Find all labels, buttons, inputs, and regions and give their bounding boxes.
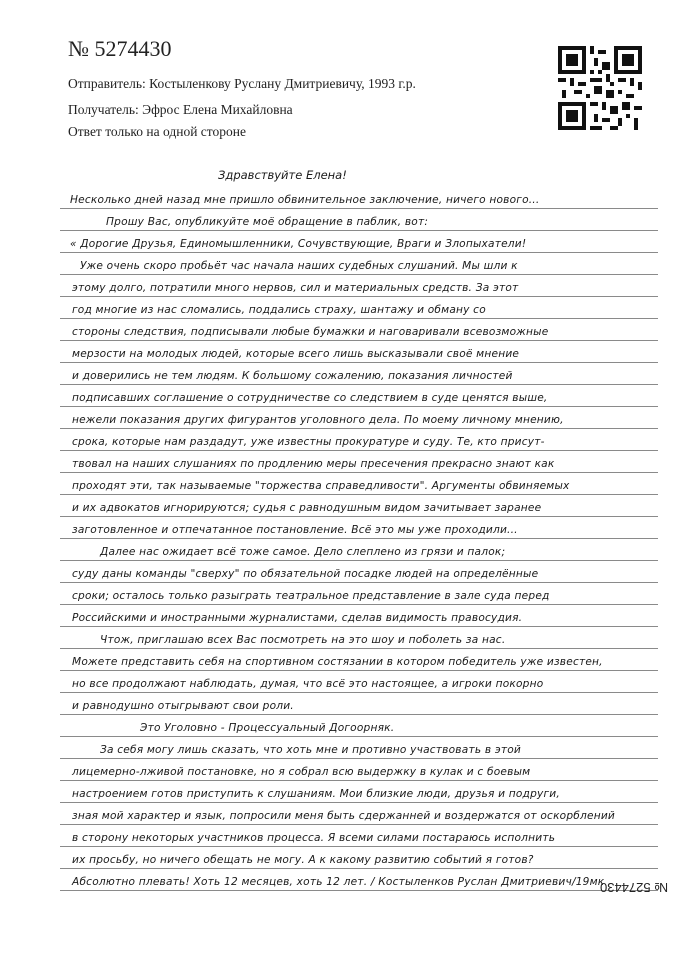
letter-line: год многие из нас сломались, поддались страху, шантажу и обману со [72, 304, 486, 316]
ruled-lines [60, 190, 658, 890]
letter-line: лицемерно-лживой постановке, но я собрал всю выдержку в кулак и с боевым [72, 766, 531, 778]
letter-line: Несколько дней назад мне пришло обвинительное заключение, ничего нового... [70, 194, 540, 206]
letter-line: срока, которые нам раздадут, уже известны прокуратуре и суду. Те, кто присут- [72, 436, 545, 448]
letter-line: проходят эти, так называемые "торжества справедливости". Аргументы обвиняемых [72, 480, 570, 492]
letter-line: Абсолютно плевать! Хоть 12 месяцев, хоть 12 лет. / Костыленков Руслан Дмитриевич/19мк [72, 876, 605, 888]
letter-greeting: Здравствуйте Елена! [218, 168, 347, 182]
qr-code-icon [558, 46, 642, 130]
letter-line: твовал на наших слушаниях по продлению меры пресечения прекрасно знают как [72, 458, 555, 470]
stamped-number: № 5274430 [599, 880, 668, 895]
letter-line: суду даны команды "сверху" по обязательной посадке людей на определённые [72, 568, 539, 580]
letter-line: За себя могу лишь сказать, что хоть мне и противно участвовать в этой [100, 744, 521, 756]
letter-line: их просьбу, но ничего обещать не могу. А к какому развитию событий я готов? [72, 854, 534, 866]
letter-line: в сторону некоторых участников процесса. Я всеми силами постараюсь исполнить [72, 832, 556, 844]
letter-line: Можете представить себя на спортивном состязании в котором победитель уже известен, [72, 656, 603, 668]
letter-line: нежели показания других фигурантов уголовного дела. По моему личному мнению, [72, 414, 564, 426]
letter-line: сроки; осталось только разыграть театральное представление в зале суда перед [72, 590, 550, 602]
letter-line: заготовленное и отпечатанное постановление. Всё это мы уже проходили... [72, 524, 518, 536]
letter-line: Уже очень скоро пробьёт час начала наших судебных слушаний. Мы шли к [80, 260, 518, 272]
letter-line: « Дорогие Друзья, Единомышленники, Сочувствующие, Враги и Злопыхатели! [70, 238, 527, 250]
letter-line: Прошу Вас, опубликуйте моё обращение в паблик, вот: [106, 216, 429, 228]
recipient-line: Получатель: Эфрос Елена Михайловна [68, 102, 293, 117]
letter-line: Это Уголовно - Процессуальный Догоорняк. [140, 722, 395, 734]
letter-line: зная мой характер и язык, попросили меня быть сдержанней и воздержатся от оскорблений [72, 810, 616, 822]
letter-line: Чтож, приглашаю всех Вас посмотреть на это шоу и поболеть за нас. [100, 634, 506, 646]
letter-line: и их адвокатов игнорируются; судья с равнодушным видом зачитывает заранее [72, 502, 542, 514]
letter-line: настроением готов приступить к слушаниям. Мои близкие люди, друзья и подруги, [72, 788, 560, 800]
letter-line: и равнодушно отыгрывают свои роли. [72, 700, 294, 712]
letter-line: Далее нас ожидает всё тоже самое. Дело слеплено из грязи и палок; [100, 546, 506, 558]
letter-line: Российскими и иностранными журналистами, сделав видимость правосудия. [72, 612, 523, 624]
reply-note: Ответ только на одной стороне [68, 124, 246, 139]
letter-line: мерзости на молодых людей, которые всего лишь высказывали своё мнение [72, 348, 520, 360]
letter-line: и доверились не тем людям. К большому сожалению, показания личностей [72, 370, 513, 382]
letter-line: стороны следствия, подписывали любые бумажки и наговаривали всевозможные [72, 326, 549, 338]
sender-line: Отправитель: Костыленкову Руслану Дмитриевичу, 1993 г.р. [68, 76, 416, 91]
letter-line: подписавших соглашение о сотрудничестве со следствием в суде ценятся выше, [72, 392, 548, 404]
letter-line: но все продолжают наблюдать, думая, что всё это настоящее, а игроки покорно [72, 678, 544, 690]
letter-line: этому долго, потратили много нервов, сил и материальных средств. За этот [72, 282, 519, 294]
letter-number: № 5274430 [68, 36, 172, 61]
